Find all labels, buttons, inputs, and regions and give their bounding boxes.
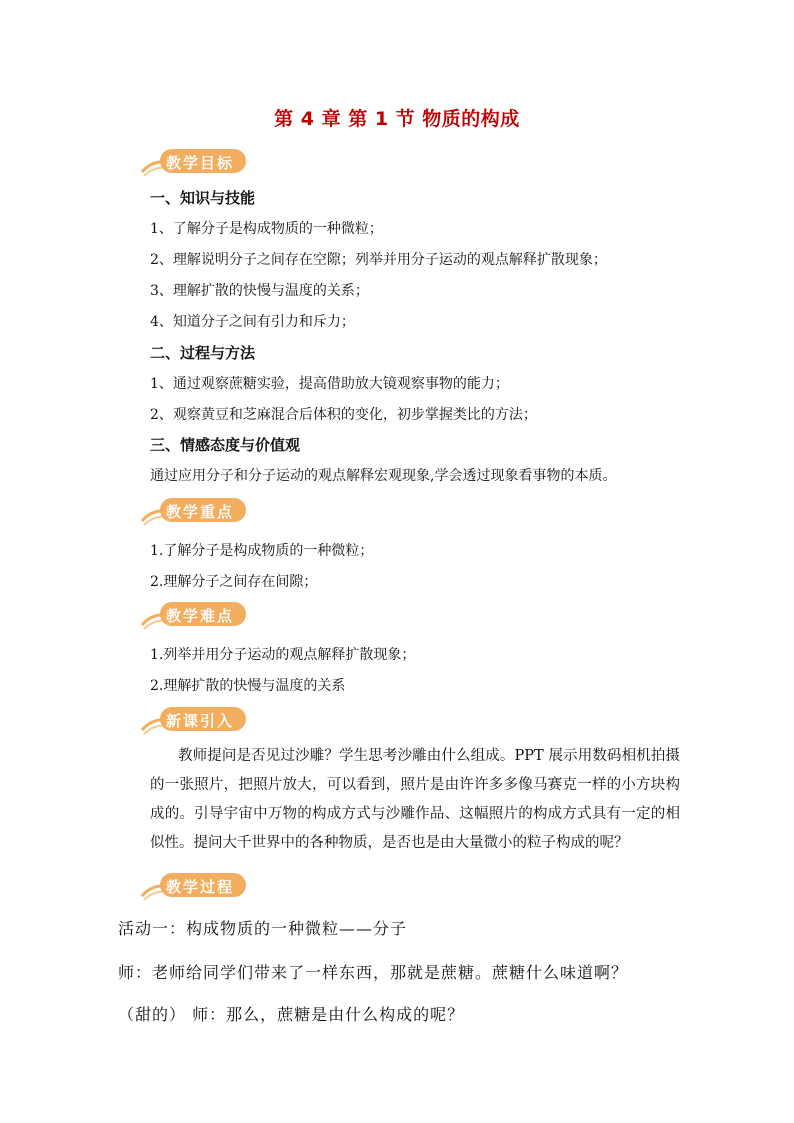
badge-label: 教学重点 — [166, 503, 235, 521]
section-badge-focus — [140, 497, 260, 527]
page-title: 第 4 章 第 1 节 物质的构成 — [274, 108, 520, 130]
knowledge-item-1: 1、了解分子是构成物质的一种微粒； — [150, 221, 383, 237]
section-badge-process — [140, 872, 260, 902]
attitude-text: 通过应用分子和分子运动的观点解释宏观现象,学会透过现象看事物的本质。 — [150, 468, 617, 484]
badge-label: 教学目标 — [166, 154, 235, 172]
knowledge-item-3: 3、理解扩散的快慢与温度的关系； — [150, 283, 369, 299]
badge-label: 新课引入 — [166, 712, 235, 730]
knowledge-item-2: 2、理解说明分子之间存在空隙；列举并用分子运动的观点解释扩散现象； — [150, 252, 607, 268]
badge-label: 教学难点 — [166, 607, 235, 625]
dialogue-line-1: 师：老师给同学们带来了一样东西，那就是蔗糖。蔗糖什么味道啊？ — [118, 963, 629, 982]
intro-paragraph: 教师提问是否见过沙雕？学生思考沙雕由什么组成。PPT 展示用数码相机拍摄的一张照片，把照片放大，可以看到，照片是由许许多多像马赛克一样的小方块构成的。引导宇宙中万物的构成方式与沙雕作品、这幅照片的构成方式具有一定的相似性。提问大千世界中的各种物质，是否也是由大量微小的粒子构成的呢？ — [150, 748, 680, 851]
section-badge-difficulty — [140, 601, 260, 631]
section-badge-intro — [140, 706, 260, 736]
dialogue-line-2: （甜的） 师：那么，蔗糖是由什么构成的呢？ — [118, 1005, 465, 1024]
difficulty-item-1: 1.列举并用分子运动的观点解释扩散现象； — [150, 647, 416, 663]
method-item-1: 1、通过观察蔗糖实验，提高借助放大镜观察事物的能力； — [150, 376, 509, 392]
knowledge-item-4: 4、知道分子之间有引力和斥力； — [150, 314, 355, 330]
activity-title: 活动一：构成物质的一种微粒——分子 — [118, 919, 408, 938]
heading-attitude: 三、情感态度与价值观 — [150, 436, 301, 454]
focus-item-1: 1.了解分子是构成物质的一种微粒； — [150, 543, 374, 559]
badge-label: 教学过程 — [166, 878, 235, 896]
difficulty-item-2: 2.理解扩散的快慢与温度的关系 — [150, 678, 346, 694]
heading-knowledge: 一、知识与技能 — [150, 189, 256, 207]
focus-item-2: 2.理解分子之间存在间隙； — [150, 574, 318, 590]
method-item-2: 2、观察黄豆和芝麻混合后体积的变化，初步掌握类比的方法； — [150, 407, 537, 423]
section-badge-goals — [140, 148, 260, 178]
heading-process-method: 二、过程与方法 — [150, 344, 256, 362]
